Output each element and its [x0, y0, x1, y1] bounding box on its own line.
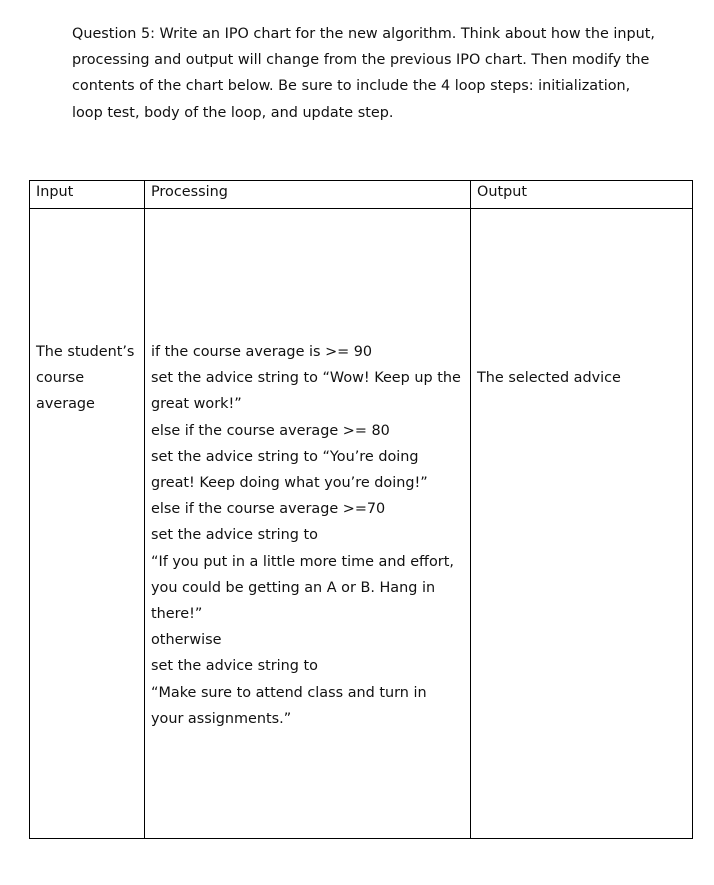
output-text: The selected advice: [477, 370, 621, 387]
processing-line: else if the course average >= 80: [151, 422, 390, 439]
processing-line: there!”: [151, 606, 203, 623]
question-prompt: [72, 21, 692, 126]
processing-line: your assignments.”: [151, 710, 292, 727]
output-cell: [471, 209, 693, 839]
question-line: contents of the chart below. Be sure to include the 4 loop steps: initialization,: [72, 78, 631, 95]
processing-line: great work!”: [151, 396, 242, 413]
processing-header: Processing: [145, 181, 471, 209]
processing-line: set the advice string to: [151, 527, 318, 544]
processing-line: otherwise: [151, 632, 222, 649]
processing-line: if the course average is >= 90: [151, 344, 373, 360]
output-header: Output: [471, 181, 693, 209]
input-cell: [30, 209, 145, 839]
input-header: Input: [30, 181, 145, 209]
input-line: The student’s: [36, 344, 135, 360]
processing-line: else if the course average >=70: [151, 501, 386, 518]
processing-line: set the advice string to “Wow! Keep up the: [151, 370, 461, 387]
processing-line: you could be getting an A or B. Hang in: [151, 579, 436, 596]
ipo-header-row: [30, 181, 693, 209]
ipo-chart-table: [29, 180, 693, 839]
processing-line: great! Keep doing what you’re doing!”: [151, 475, 428, 492]
question-line: Question 5: Write an IPO chart for the new algorithm. Think about how the input,: [72, 26, 655, 42]
input-line: average: [36, 396, 95, 413]
processing-cell: [145, 209, 471, 839]
question-line: loop test, body of the loop, and update step.: [72, 104, 394, 121]
question-line: processing and output will change from the previous IPO chart. Then modify the: [72, 52, 650, 69]
processing-line: set the advice string to “You’re doing: [151, 448, 419, 465]
processing-line: set the advice string to: [151, 658, 318, 675]
processing-line: “If you put in a little more time and effort,: [151, 553, 454, 570]
processing-line: “Make sure to attend class and turn in: [151, 684, 427, 701]
ipo-content-row: [30, 209, 693, 839]
input-line: course: [36, 370, 85, 387]
